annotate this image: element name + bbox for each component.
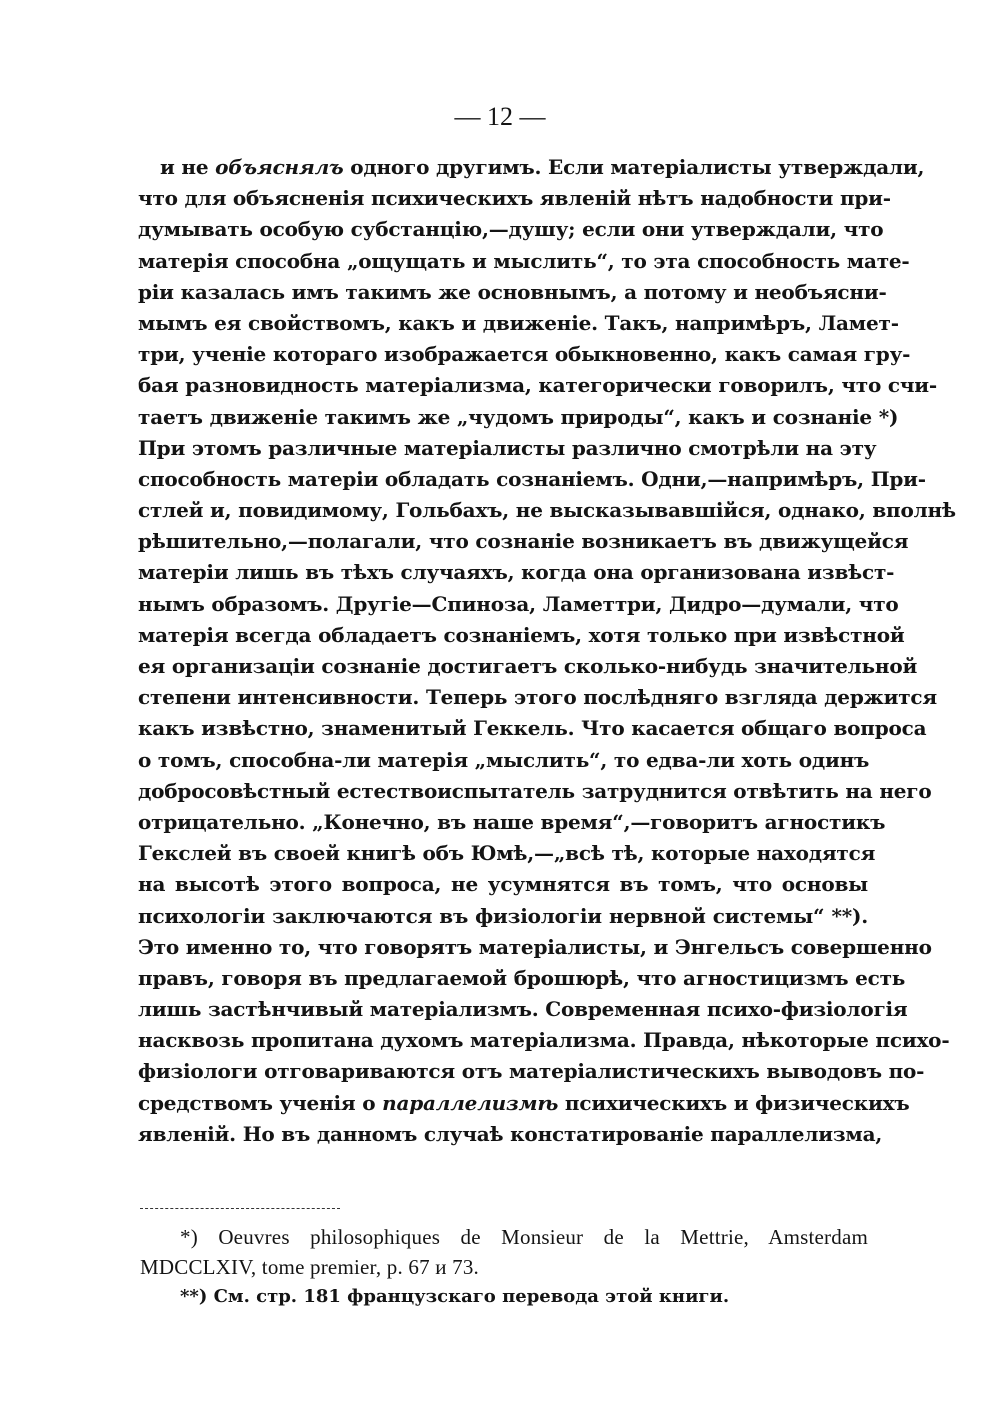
- text-line: способность матеріи обладать сознаніемъ. Одни,—напримѣръ, При-: [138, 466, 926, 491]
- text-line: степени интенсивности. Теперь этого послѣдняго взгляда держится: [138, 685, 937, 710]
- text-line: рѣшительно,—полагали, что сознаніе возникаетъ въ движущейся: [138, 529, 909, 554]
- emphasis: объяснялъ: [215, 155, 344, 179]
- text-line: какъ извѣстно, знаменитый Геккель. Что касается общаго вопроса: [138, 716, 927, 741]
- text-line: на высотѣ этого вопроса, не усумнятся въ томъ, что основы: [138, 872, 868, 897]
- text-line: бая разновидность матеріализма, категорически говорилъ, что счи-: [138, 373, 938, 398]
- footnote-1-line-1: *) Oeuvres philosophiques de Monsieur de la Mettrie, Amsterdam: [180, 1225, 868, 1249]
- text-line: лишь застѣнчивый матеріализмъ. Современная психо-физіологія: [138, 997, 908, 1022]
- text-line: ея организаціи сознаніе достигаетъ сколько-нибудь значительной: [138, 654, 918, 678]
- text-line: матеріи лишь въ тѣхъ случаяхъ, когда она организована извѣст-: [138, 560, 895, 585]
- text-line: нымъ образомъ. Другіе—Спиноза, Ламеттри, Дидро—думали, что: [138, 591, 899, 616]
- text-line: таетъ движеніе такимъ же „чудомъ природы“, какъ и сознаніе *): [138, 404, 899, 429]
- text-line: добросовѣстный естествоиспытатель затруднится отвѣтить на него: [138, 778, 932, 803]
- text-line: физіологи отговариваются отъ матеріалистическихъ выводовъ по-: [138, 1059, 925, 1084]
- text-line: ріи казалась имъ такимъ же основнымъ, а потому и необъясни-: [138, 279, 887, 304]
- text-line: правъ, говоря въ предлагаемой брошюрѣ, что агностицизмъ есть: [138, 965, 906, 990]
- text-line: Это именно то, что говорятъ матеріалисты, и Энгельсъ совершенно: [138, 934, 932, 959]
- text-line: насквозь пропитана духомъ матеріализма. Правда, нѣкоторые психо-: [138, 1028, 950, 1053]
- text-line: матерія способна „ощущать и мыслить“, то эта способность мате-: [138, 248, 910, 273]
- text-line: средствомъ ученія о параллелизмѣ психическихъ и физическихъ: [138, 1090, 910, 1115]
- text-line: думывать особую субстанцію,—душу; если они утверждали, что: [138, 217, 884, 242]
- footnote-separator: [140, 1208, 340, 1209]
- text-line: матерія всегда обладаетъ сознаніемъ, хотя только при извѣстной: [138, 622, 905, 647]
- text-line: явленій. Но въ данномъ случаѣ констатированіе параллелизма,: [138, 1121, 883, 1146]
- text-line: что для объясненія психическихъ явленій нѣтъ надобности при-: [138, 186, 891, 211]
- page-number: — 12 —: [454, 102, 546, 131]
- emphasis: параллелизмѣ: [382, 1090, 559, 1115]
- footnote-1-line-2: MDCCLXIV, tome premier, p. 67 и 73.: [140, 1255, 479, 1279]
- text-line: психологіи заключаются въ физіологіи нервной системы“ **).: [138, 903, 868, 928]
- body-text: [138, 152, 956, 1150]
- text-line: и не объяснялъ одного другимъ. Если матеріалисты утверждали,: [160, 155, 925, 179]
- footnotes: [140, 1222, 868, 1312]
- text-line: три, ученіе котораго изображается обыкновенно, какъ самая гру-: [138, 342, 911, 367]
- text-line: о томъ, способна-ли матерія „мыслить“, то едва-ли хоть одинъ: [138, 747, 870, 772]
- text-line: мымъ ея свойствомъ, какъ и движеніе. Такъ, напримѣръ, Ламет-: [138, 310, 899, 335]
- text-line: стлей и, повидимому, Гольбахъ, не высказывавшійся, однако, вполнѣ: [138, 498, 956, 523]
- footnote-2: **) См. стр. 181 французскаго перевода этой книги.: [180, 1286, 730, 1307]
- text-line: отрицательно. „Конечно, въ наше время“,—говоритъ агностикъ: [138, 809, 886, 834]
- text-line: Гекслей въ своей книгѣ объ Юмѣ,—„всѣ тѣ, которые находятся: [138, 841, 876, 866]
- text-line: При этомъ различные матеріалисты различно смотрѣли на эту: [138, 435, 877, 460]
